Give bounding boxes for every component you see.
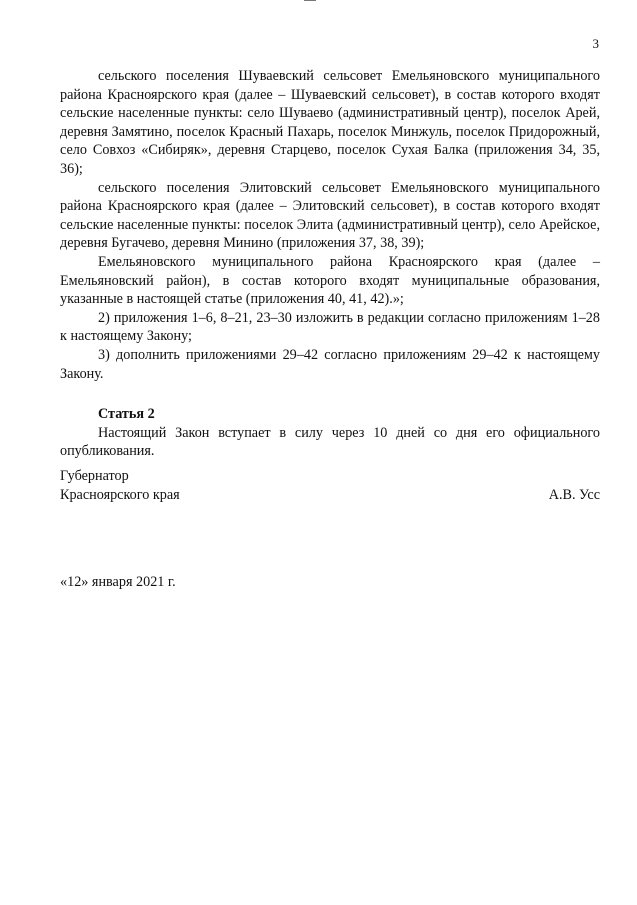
article-text: Настоящий Закон вступает в силу через 10 дней со дня его официального опубликования. (60, 424, 600, 460)
document-body (60, 67, 600, 461)
paragraph-emelyanovsky: Емельяновского муниципального района Красноярского края (далее – Емельяновский район), в состав которого входят муниципальные образования, указанные в настоящей статье (приложения 40, 41, 42).»; (60, 253, 600, 308)
signature-title-line2: Красноярского края (60, 487, 180, 503)
article-heading: Статья 2 (98, 406, 155, 423)
page-number: 3 (592, 36, 599, 51)
paragraph-item-3: 3) дополнить приложениями 29–42 согласно приложениям 29–42 к настоящему Закону. (60, 346, 600, 382)
document-date: «12» января 2021 г. (60, 574, 176, 590)
paragraph-item-2: 2) приложения 1–6, 8–21, 23–30 изложить в редакции согласно приложениям 1–28 к настоящему Закону; (60, 309, 600, 345)
paragraph-elitovsky: сельского поселения Элитовский сельсовет Емельяновского муниципального района Красноярского края (далее – Элитовский сельсовет), в состав которого входят сельские населенные пункты: поселок Элита (административный центр), село Арейское, деревня Бугачево, деревня Минино (приложения 37, 38, 39); (60, 179, 600, 252)
signatory-name: А.В. Усс (548, 487, 600, 503)
paragraph-shuvaevsky: сельского поселения Шуваевский сельсовет Емельяновского муниципального района Красноярского края (далее – Шуваевский сельсовет), в состав которого входят сельские населенные пункты: село Шуваево (административный центр), поселок Арей, деревня Замятино, поселок Красный Пахарь, поселок Минжуль, поселок Придорожный, село Совхоз «Сибиряк», деревня Старцево, поселок Сухая Балка (приложения 34, 35, 36); (60, 68, 600, 177)
signature-block (60, 467, 600, 505)
signature-title-line1: Губернатор (60, 468, 129, 484)
scan-mark (304, 0, 316, 1)
